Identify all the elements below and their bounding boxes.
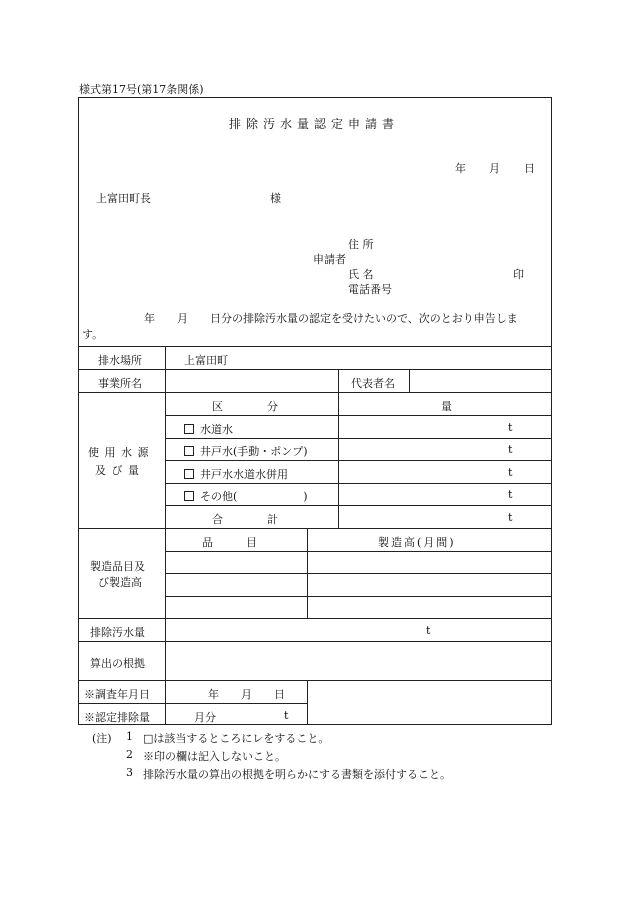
rule bbox=[78, 346, 552, 347]
product-label-1: 製造品目及 bbox=[90, 560, 145, 573]
rule bbox=[78, 392, 552, 393]
form-title: 排除汚水量認定申請書 bbox=[229, 117, 400, 131]
product-item-header: 品 目 bbox=[202, 536, 257, 549]
date-month: 月 bbox=[489, 162, 500, 175]
rule bbox=[165, 415, 552, 416]
rule bbox=[78, 618, 552, 619]
rule bbox=[78, 528, 552, 529]
rule bbox=[307, 528, 308, 618]
business-name-label: 事業所名 bbox=[98, 377, 142, 390]
applicant-label: 申請者 bbox=[313, 253, 346, 266]
product-volume-header: 製造高(月間) bbox=[378, 536, 456, 549]
statement-line-2: す。 bbox=[82, 328, 104, 341]
note-text: □は該当するところにレをすること。 bbox=[143, 732, 330, 745]
basis-label: 算出の根拠 bbox=[90, 657, 145, 670]
addressee-honorific: 様 bbox=[270, 192, 281, 205]
discharge-unit: t bbox=[426, 624, 431, 637]
water-source-label-1: 使 用 水 源 bbox=[88, 446, 150, 459]
source-row-1 bbox=[184, 421, 233, 437]
rule bbox=[165, 346, 166, 725]
total-label: 合 計 bbox=[212, 513, 278, 526]
rule bbox=[165, 483, 552, 484]
rule bbox=[165, 505, 552, 506]
notes-prefix: (注) bbox=[92, 732, 112, 745]
form-number: 様式第17号(第17条関係) bbox=[79, 83, 204, 96]
note-text: ※印の欄は記入しないこと。 bbox=[143, 750, 286, 763]
rule bbox=[165, 460, 552, 461]
note-num: 2 bbox=[126, 748, 133, 761]
checkbox[interactable] bbox=[184, 491, 194, 501]
drain-location-label: 排水場所 bbox=[98, 354, 142, 367]
representative-label: 代表者名 bbox=[351, 377, 395, 390]
rule bbox=[78, 641, 552, 642]
checkbox[interactable] bbox=[184, 424, 194, 434]
drain-location-value: 上富田町 bbox=[184, 354, 228, 367]
rule bbox=[409, 369, 410, 392]
rule bbox=[165, 551, 552, 552]
category-header: 区 分 bbox=[212, 400, 278, 413]
checkbox[interactable] bbox=[184, 446, 194, 456]
rule bbox=[78, 703, 308, 704]
source-unit: t bbox=[508, 466, 513, 479]
date-year: 年 bbox=[455, 162, 466, 175]
certified-label: ※認定排除量 bbox=[84, 711, 150, 724]
certified-unit: t bbox=[284, 709, 289, 722]
note-text: 排除汚水量の算出の根拠を明らかにする書類を添付すること。 bbox=[143, 768, 451, 781]
rule bbox=[78, 369, 552, 370]
rule bbox=[165, 573, 552, 574]
date-day: 日 bbox=[524, 162, 535, 175]
rule bbox=[307, 680, 308, 725]
amount-header: 量 bbox=[441, 400, 452, 413]
statement-line-1: 年 月 日分の排除汚水量の認定を受けたいので、次のとおり申告しま bbox=[144, 312, 518, 325]
source-label: その他( ) bbox=[200, 490, 308, 503]
rule bbox=[338, 369, 339, 528]
rule bbox=[165, 596, 552, 597]
source-label: 井戸水水道水併用 bbox=[200, 468, 288, 481]
source-unit: t bbox=[508, 488, 513, 501]
seal-mark: 印 bbox=[513, 268, 524, 281]
rule bbox=[165, 438, 552, 439]
note-num: 1 bbox=[126, 730, 133, 743]
discharge-label: 排除汚水量 bbox=[90, 626, 145, 639]
source-label: 井戸水(手動・ポンプ) bbox=[200, 445, 308, 458]
source-row-3 bbox=[184, 466, 288, 482]
certified-month: 月分 bbox=[194, 711, 216, 724]
applicant-phone-label: 電話番号 bbox=[348, 283, 392, 296]
note-num: 3 bbox=[126, 766, 133, 779]
applicant-address-label: 住 所 bbox=[348, 238, 374, 251]
source-label: 水道水 bbox=[200, 423, 233, 436]
source-unit: t bbox=[508, 421, 513, 434]
applicant-name-label: 氏 名 bbox=[348, 268, 374, 281]
rule bbox=[78, 680, 552, 681]
source-row-4 bbox=[184, 488, 308, 504]
source-unit: t bbox=[508, 443, 513, 456]
product-label-2: び製造高 bbox=[98, 576, 142, 589]
source-row-2 bbox=[184, 443, 308, 459]
survey-date-value: 年 月 日 bbox=[208, 688, 285, 701]
survey-date-label: ※調査年月日 bbox=[84, 688, 150, 701]
total-unit: t bbox=[508, 511, 513, 524]
water-source-label-2: 及 び 量 bbox=[95, 464, 140, 477]
addressee-name: 上富田町長 bbox=[96, 192, 151, 205]
checkbox[interactable] bbox=[184, 469, 194, 479]
